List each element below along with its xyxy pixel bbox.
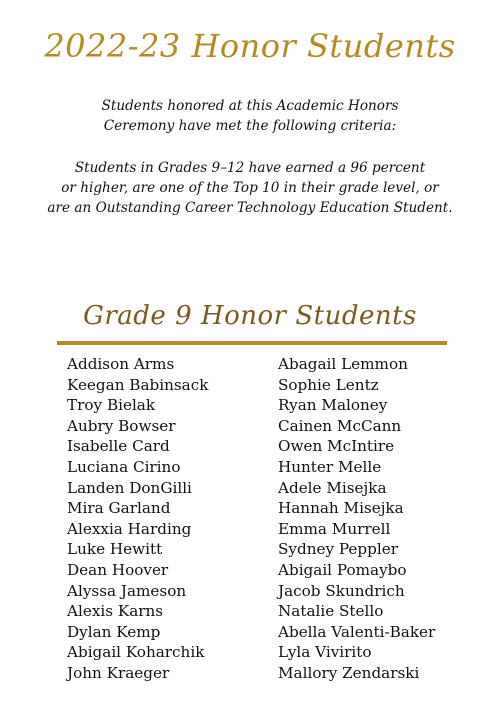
student-name: Troy Bielak [67, 396, 156, 415]
student-name: Keegan Babinsack [67, 375, 209, 394]
student-name: Dylan Kemp [67, 622, 161, 641]
names-column-left [67, 354, 208, 684]
section-divider [57, 341, 447, 345]
student-name: Abigail Koharchik [67, 643, 205, 662]
student-name: Lyla Vivirito [278, 643, 372, 662]
student-name: Alexis Karns [67, 602, 164, 621]
student-name: Adele Misejka [278, 478, 387, 497]
student-name: Sophie Lentz [278, 375, 379, 394]
student-name: John Kraeger [67, 663, 170, 682]
student-name: Emma Murrell [278, 519, 391, 538]
student-name: Abella Valenti-Baker [278, 622, 436, 641]
names-column-right [278, 354, 435, 684]
student-name: Isabelle Card [67, 437, 170, 456]
student-name: Aubry Bowser [67, 416, 176, 435]
student-name: Addison Arms [67, 355, 175, 373]
student-name: Hannah Misejka [278, 499, 404, 518]
student-name: Luke Hewitt [67, 540, 163, 559]
student-name: Cainen McCann [278, 416, 402, 435]
student-name: Abagail Lemmon [278, 355, 408, 373]
section-title: Grade 9 Honor Students [83, 301, 417, 331]
criteria-text [0, 158, 500, 218]
student-name: Landen DonGilli [67, 478, 192, 497]
criteria-line: or higher, are one of the Top 10 in their grade level, or [61, 180, 439, 196]
student-name: Sydney Peppler [278, 540, 398, 559]
student-name: Abigail Pomaybo [278, 560, 407, 579]
student-name: Ryan Maloney [278, 396, 388, 415]
student-name: Luciana Cirino [67, 457, 181, 476]
student-name: Hunter Melle [278, 457, 382, 476]
criteria-line: Students in Grades 9–12 have earned a 96 percent [74, 160, 426, 176]
intro-line: Ceremony have met the following criteria: [103, 118, 397, 134]
page-title: 2022-23 Honor Students [44, 27, 456, 65]
student-name: Jacob Skundrich [278, 581, 405, 600]
student-name: Alyssa Jameson [67, 581, 187, 600]
student-name: Mallory Zendarski [278, 663, 420, 682]
student-name: Dean Hoover [67, 560, 169, 579]
student-name: Alexxia Harding [67, 519, 192, 538]
criteria-line: are an Outstanding Career Technology Education Student. [47, 200, 453, 216]
student-name: Natalie Stello [278, 602, 384, 621]
intro-line: Students honored at this Academic Honors [101, 98, 399, 114]
intro-text [0, 96, 500, 136]
student-name: Owen McIntire [278, 437, 395, 456]
student-name: Mira Garland [67, 499, 171, 518]
